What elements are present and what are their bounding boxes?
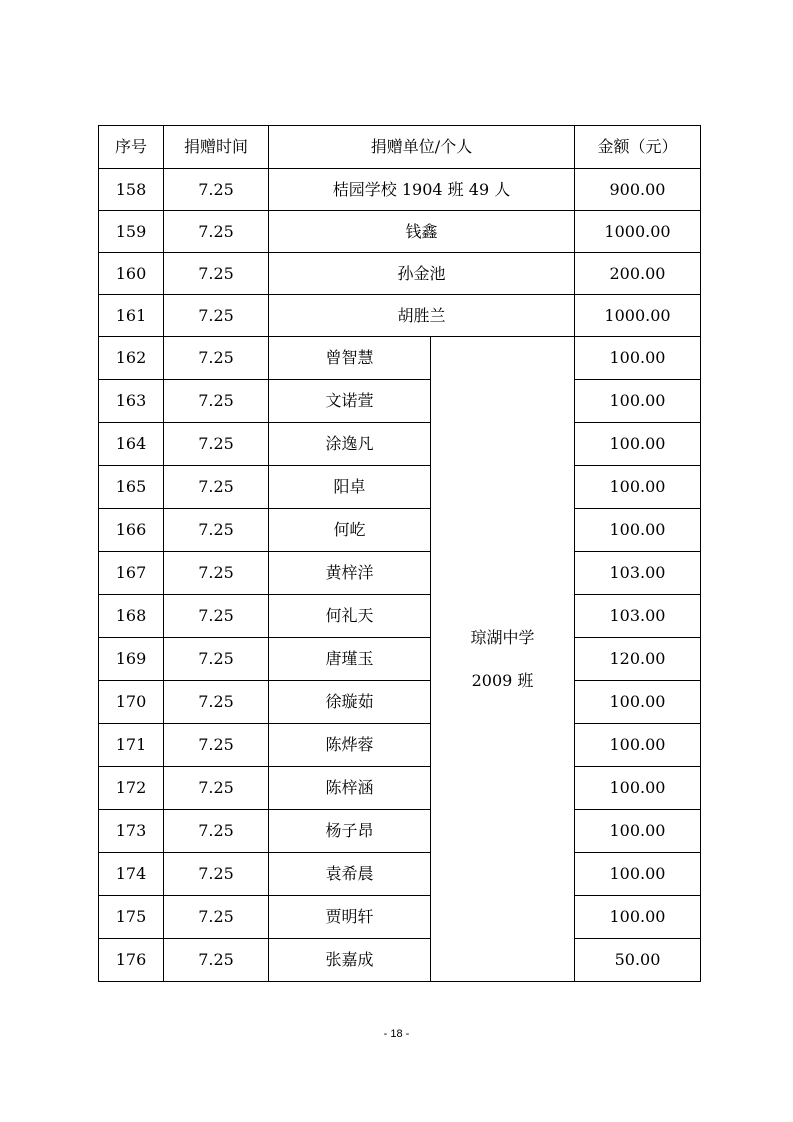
amount-cell: 120.00 [575, 638, 701, 681]
donation-table [98, 125, 701, 982]
amount-cell: 50.00 [575, 939, 701, 982]
serial-number-cell: 167 [99, 552, 164, 595]
amount-cell: 100.00 [575, 853, 701, 896]
serial-number-cell: 175 [99, 896, 164, 939]
group-unit-class: 2009 班 [471, 671, 534, 690]
serial-number-cell: 168 [99, 595, 164, 638]
serial-number-cell: 172 [99, 767, 164, 810]
table-row [99, 337, 701, 380]
donor-name-cell: 徐璇茹 [269, 681, 431, 724]
donor-name-cell: 唐瑾玉 [269, 638, 431, 681]
header-donation-date: 捐赠时间 [164, 126, 269, 169]
amount-cell: 200.00 [575, 253, 701, 295]
serial-number-cell: 161 [99, 295, 164, 337]
donor-name-cell: 陈烨蓉 [269, 724, 431, 767]
amount-cell: 100.00 [575, 380, 701, 423]
amount-cell: 100.00 [575, 810, 701, 853]
serial-number-cell: 159 [99, 211, 164, 253]
table-row [99, 853, 701, 896]
date-cell: 7.25 [164, 724, 269, 767]
amount-cell: 103.00 [575, 552, 701, 595]
table-row [99, 466, 701, 509]
table-row [99, 253, 701, 295]
table-row [99, 509, 701, 552]
date-cell: 7.25 [164, 810, 269, 853]
date-cell: 7.25 [164, 169, 269, 211]
date-cell: 7.25 [164, 295, 269, 337]
donor-name-cell: 曾智慧 [269, 337, 431, 380]
amount-cell: 1000.00 [575, 211, 701, 253]
date-cell: 7.25 [164, 552, 269, 595]
date-cell: 7.25 [164, 380, 269, 423]
donor-name-cell: 陈梓涵 [269, 767, 431, 810]
table-row [99, 211, 701, 253]
donor-name-cell: 袁希晨 [269, 853, 431, 896]
table-row [99, 896, 701, 939]
table-row [99, 767, 701, 810]
date-cell: 7.25 [164, 767, 269, 810]
amount-cell: 100.00 [575, 724, 701, 767]
amount-cell: 1000.00 [575, 295, 701, 337]
serial-number-cell: 169 [99, 638, 164, 681]
date-cell: 7.25 [164, 853, 269, 896]
amount-cell: 100.00 [575, 509, 701, 552]
donor-name-cell: 张嘉成 [269, 939, 431, 982]
donor-name-cell: 何礼天 [269, 595, 431, 638]
date-cell: 7.25 [164, 638, 269, 681]
serial-number-cell: 158 [99, 169, 164, 211]
amount-cell: 100.00 [575, 767, 701, 810]
group-unit-cell [431, 337, 575, 982]
header-amount: 金额（元） [575, 126, 701, 169]
serial-number-cell: 164 [99, 423, 164, 466]
donor-name-cell: 阳卓 [269, 466, 431, 509]
amount-cell: 100.00 [575, 466, 701, 509]
amount-cell: 100.00 [575, 681, 701, 724]
header-serial-number: 序号 [99, 126, 164, 169]
table-row [99, 724, 701, 767]
donor-cell: 孙金池 [269, 253, 575, 295]
date-cell: 7.25 [164, 595, 269, 638]
table-row [99, 810, 701, 853]
serial-number-cell: 166 [99, 509, 164, 552]
table-row [99, 939, 701, 982]
table-row [99, 380, 701, 423]
donor-name-cell: 文诺萱 [269, 380, 431, 423]
amount-cell: 103.00 [575, 595, 701, 638]
amount-cell: 100.00 [575, 896, 701, 939]
donor-name-cell: 何屹 [269, 509, 431, 552]
date-cell: 7.25 [164, 509, 269, 552]
date-cell: 7.25 [164, 337, 269, 380]
donor-cell: 桔园学校 1904 班 49 人 [269, 169, 575, 211]
page-number: - 18 - [383, 1028, 410, 1040]
date-cell: 7.25 [164, 681, 269, 724]
donor-name-cell: 贾明轩 [269, 896, 431, 939]
date-cell: 7.25 [164, 423, 269, 466]
serial-number-cell: 174 [99, 853, 164, 896]
table-row [99, 169, 701, 211]
donor-cell: 胡胜兰 [269, 295, 575, 337]
amount-cell: 900.00 [575, 169, 701, 211]
serial-number-cell: 162 [99, 337, 164, 380]
donor-name-cell: 黄梓洋 [269, 552, 431, 595]
group-unit-school: 琼湖中学 [470, 627, 535, 647]
date-cell: 7.25 [164, 466, 269, 509]
header-row [99, 126, 701, 169]
table-row [99, 423, 701, 466]
date-cell: 7.25 [164, 211, 269, 253]
amount-cell: 100.00 [575, 423, 701, 466]
date-cell: 7.25 [164, 939, 269, 982]
serial-number-cell: 173 [99, 810, 164, 853]
donor-cell: 钱鑫 [269, 211, 575, 253]
serial-number-cell: 160 [99, 253, 164, 295]
serial-number-cell: 170 [99, 681, 164, 724]
date-cell: 7.25 [164, 896, 269, 939]
header-donor: 捐赠单位/个人 [269, 126, 575, 169]
serial-number-cell: 176 [99, 939, 164, 982]
table-row [99, 595, 701, 638]
serial-number-cell: 163 [99, 380, 164, 423]
amount-cell: 100.00 [575, 337, 701, 380]
table-row [99, 552, 701, 595]
serial-number-cell: 165 [99, 466, 164, 509]
table-row [99, 638, 701, 681]
donor-name-cell: 杨子昂 [269, 810, 431, 853]
date-cell: 7.25 [164, 253, 269, 295]
donor-name-cell: 涂逸凡 [269, 423, 431, 466]
serial-number-cell: 171 [99, 724, 164, 767]
table-row [99, 681, 701, 724]
table-row [99, 295, 701, 337]
